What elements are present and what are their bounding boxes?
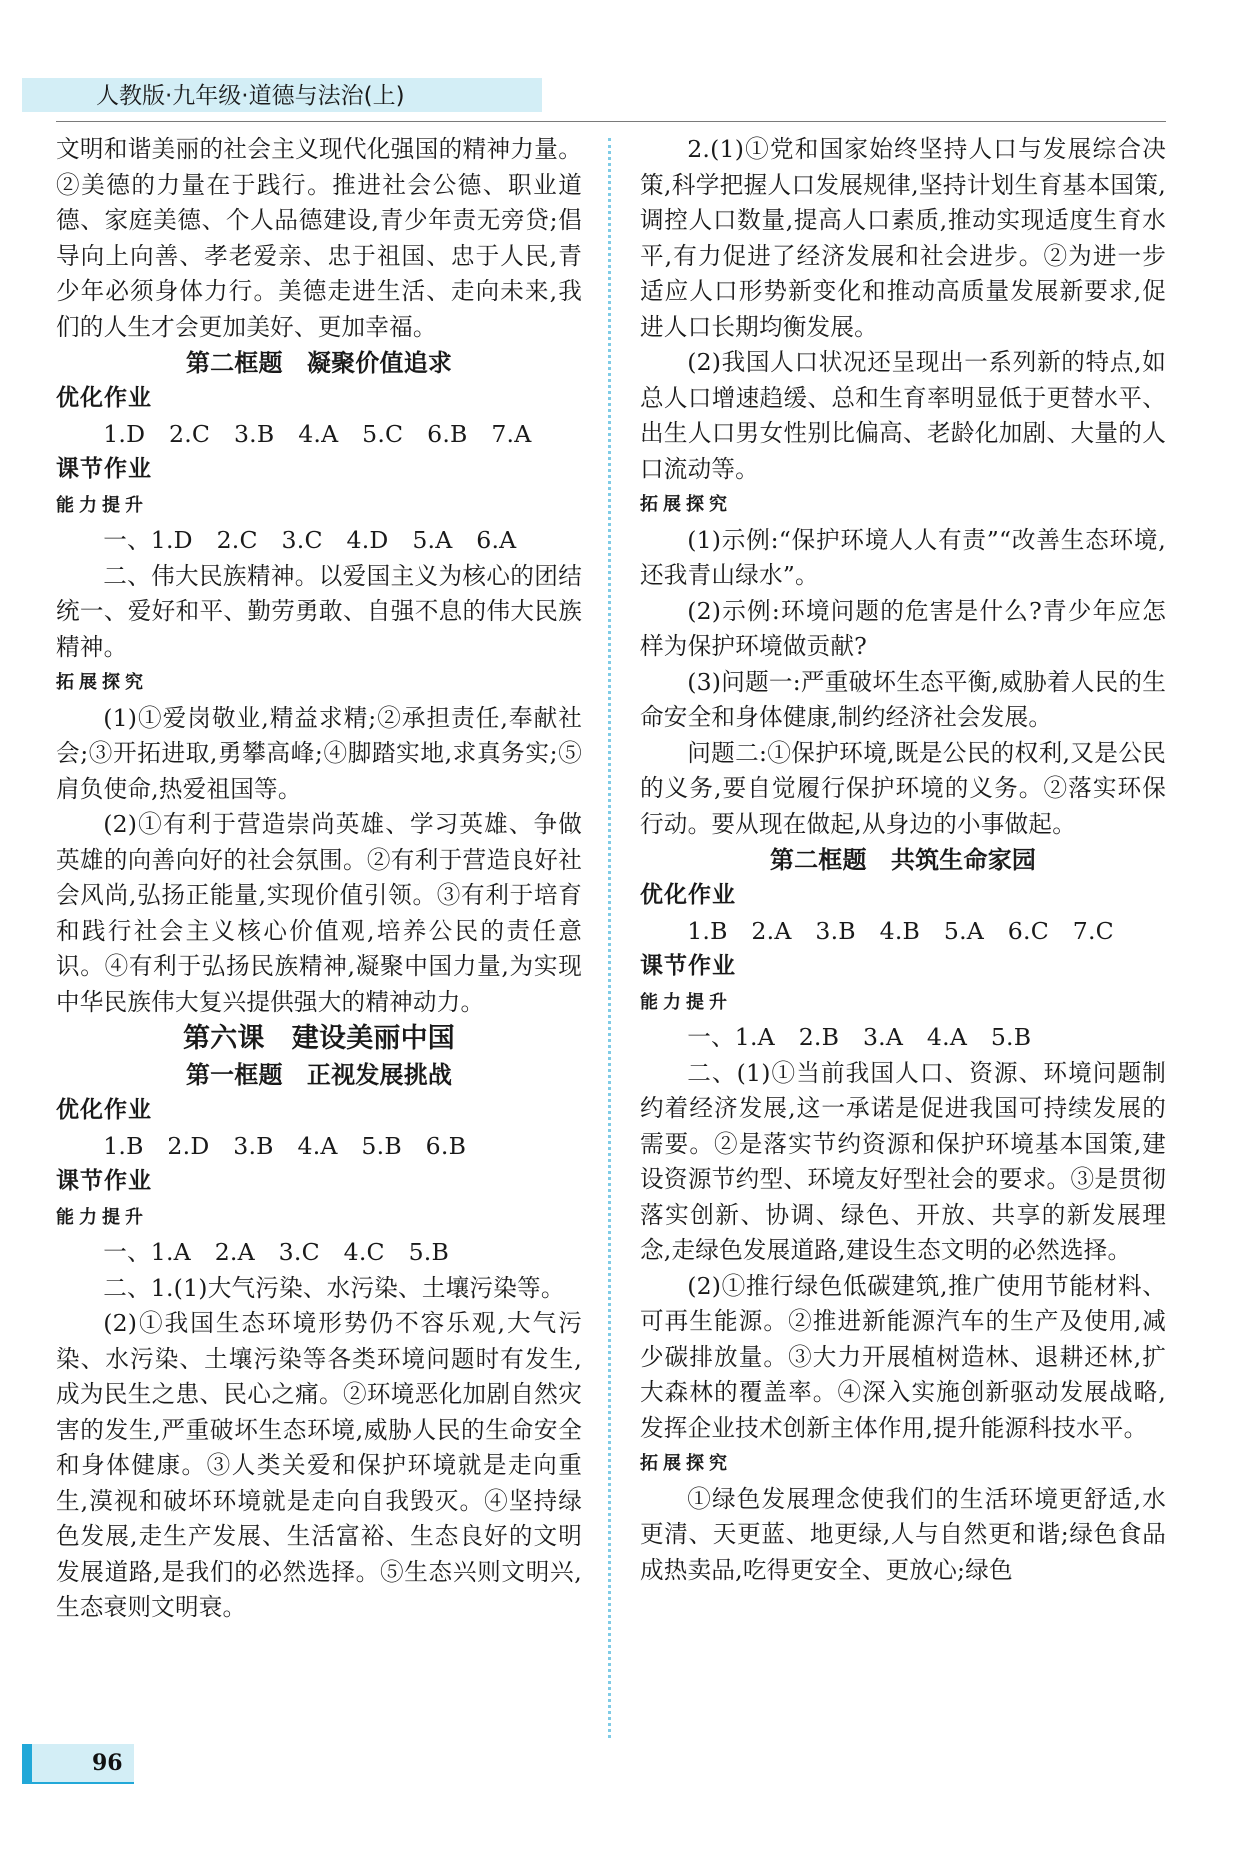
paragraph: (2)①推行绿色低碳建筑,推广使用节能材料、可再生能源。②推进新能源汽车的生产及使用,减少碳排放量。③大力开展植树造林、退耕还林,扩大森林的覆盖率。④深入实施创新驱动发展战略,发挥企业技术创新主体作用,提升能源科技水平。 bbox=[640, 1271, 1166, 1442]
section-tag: 课节作业 bbox=[56, 456, 152, 482]
footer-stripe bbox=[22, 1744, 32, 1782]
paragraph: (2)我国人口状况还呈现出一系列新的特点,如总人口增速趋缓、总和生育率明显低于更替水平、出生人口男女性别比偏高、老龄化加剧、大量的人口流动等。 bbox=[640, 348, 1166, 483]
paragraph: 二、伟大民族精神。以爱国主义为核心的团结统一、爱好和平、勤劳勇敢、自强不息的伟大民族精神。 bbox=[56, 561, 582, 661]
section-tag: 优化作业 bbox=[56, 1097, 152, 1123]
section-tag: 课节作业 bbox=[640, 953, 736, 979]
header-title: 人教版·九年级·道德与法治(上) bbox=[96, 83, 405, 109]
answer-line: 一、1.A 2.A 3.C 4.C 5.B bbox=[103, 1238, 450, 1266]
subsection-label: 能力提升 bbox=[640, 991, 732, 1013]
answer-line: 1.B 2.A 3.B 4.B 5.A 6.C 7.C bbox=[687, 916, 1114, 945]
paragraph: (3)问题一:严重破坏生态平衡,威胁着人民的生命安全和身体健康,制约经济社会发展。 bbox=[640, 667, 1166, 731]
page-number: 96 bbox=[92, 1750, 123, 1776]
paragraph: 二、(1)①当前我国人口、资源、环境问题制约着经济发展,这一承诺是促进我国可持续发展的需要。②是落实节约资源和保护环境基本国策,建设资源节约型、环境友好型社会的要求。③是贯彻落实创新、协调、绿色、开放、共享的新发展理念,走绿色发展道路,建设生态文明的必然选择。 bbox=[640, 1058, 1166, 1264]
section-tag: 课节作业 bbox=[56, 1168, 152, 1194]
paragraph: (1)示例:“保护环境人人有责”“改善生态环境,还我青山绿水”。 bbox=[640, 525, 1166, 589]
section-heading: 第二框题 凝聚价值追求 bbox=[185, 348, 453, 377]
section-heading: 第二框题 共筑生命家园 bbox=[769, 845, 1037, 874]
left-column bbox=[56, 132, 582, 1626]
section-tag: 优化作业 bbox=[56, 385, 152, 411]
paragraph: 二、1.(1)大气污染、水污染、土壤污染等。 bbox=[103, 1273, 565, 1302]
answer-line: 一、1.A 2.B 3.A 4.A 5.B bbox=[687, 1023, 1032, 1051]
subsection-label: 拓展探究 bbox=[640, 1453, 732, 1474]
paragraph: 问题二:①保护环境,既是公民的权利,又是公民的义务,要自觉履行保护环境的义务。②落实环保行动。要从现在做起,从身边的小事做起。 bbox=[640, 738, 1166, 838]
answer-line: 1.D 2.C 3.B 4.A 5.C 6.B 7.A bbox=[103, 419, 532, 448]
section-heading: 第六课 建设美丽中国 bbox=[183, 1023, 455, 1054]
paragraph: (1)①爱岗敬业,精益求精;②承担责任,奉献社会;③开拓进取,勇攀高峰;④脚踏实地,求真务实;⑤肩负使命,热爱祖国等。 bbox=[56, 703, 582, 803]
right-column bbox=[640, 132, 1166, 1588]
section-tag: 优化作业 bbox=[640, 882, 736, 908]
subsection-label: 能力提升 bbox=[56, 1206, 148, 1228]
paragraph: 2.(1)①党和国家始终坚持人口与发展综合决策,科学把握人口发展规律,坚持计划生育基本国策,调控人口数量,提高人口素质,推动实现适度生育水平,有力促进了经济发展和社会进步。②为进一步适应人口形势新变化和推动高质量发展新要求,促进人口长期均衡发展。 bbox=[640, 135, 1166, 341]
section-heading: 第一框题 正视发展挑战 bbox=[185, 1060, 453, 1089]
header-divider bbox=[56, 121, 1166, 122]
answer-line: 一、1.D 2.C 3.C 4.D 5.A 6.A bbox=[103, 526, 517, 554]
paragraph: 文明和谐美丽的社会主义现代化强国的精神力量。②美德的力量在于践行。推进社会公德、职业道德、家庭美德、个人品德建设,青少年责无旁贷;倡导向上向善、孝老爱亲、忠于祖国、忠于人民,青少年必须身体力行。美德走进生活、走向未来,我们的人生才会更加美好、更加幸福。 bbox=[56, 135, 582, 341]
column-divider bbox=[608, 138, 611, 1738]
subsection-label: 拓展探究 bbox=[640, 494, 732, 515]
paragraph: (2)①有利于营造崇尚英雄、学习英雄、争做英雄的向善向好的社会氛围。②有利于营造良好社会风尚,弘扬正能量,实现价值引领。③有利于培育和践行社会主义核心价值观,培养公民的责任意识。④有利于弘扬民族精神,凝聚中国力量,为实现中华民族伟大复兴提供强大的精神动力。 bbox=[56, 810, 582, 1016]
paragraph: (2)①我国生态环境形势仍不容乐观,大气污染、水污染、土壤污染等各类环境问题时有发生,成为民生之患、民心之痛。②环境恶化加剧自然灾害的发生,严重破坏生态环境,威胁人民的生命安全和身体健康。③人类关爱和保护环境就是走向重生,漠视和破坏环境就是走向自我毁灭。④坚持绿色发展,走生产发展、生活富裕、生态良好的文明发展道路,是我们的必然选择。⑤生态兴则文明兴,生态衰则文明衰。 bbox=[56, 1309, 582, 1621]
answer-line: 1.B 2.D 3.B 4.A 5.B 6.B bbox=[103, 1131, 467, 1160]
subsection-label: 能力提升 bbox=[56, 494, 148, 516]
paragraph: ①绿色发展理念使我们的生活环境更舒适,水更清、天更蓝、地更绿,人与自然更和谐;绿色食品成热卖品,吃得更安全、更放心;绿色 bbox=[640, 1484, 1166, 1584]
subsection-label: 拓展探究 bbox=[56, 672, 148, 693]
footer-rule bbox=[22, 1782, 134, 1784]
paragraph: (2)示例:环境问题的危害是什么?青少年应怎样为保护环境做贡献? bbox=[640, 596, 1166, 660]
